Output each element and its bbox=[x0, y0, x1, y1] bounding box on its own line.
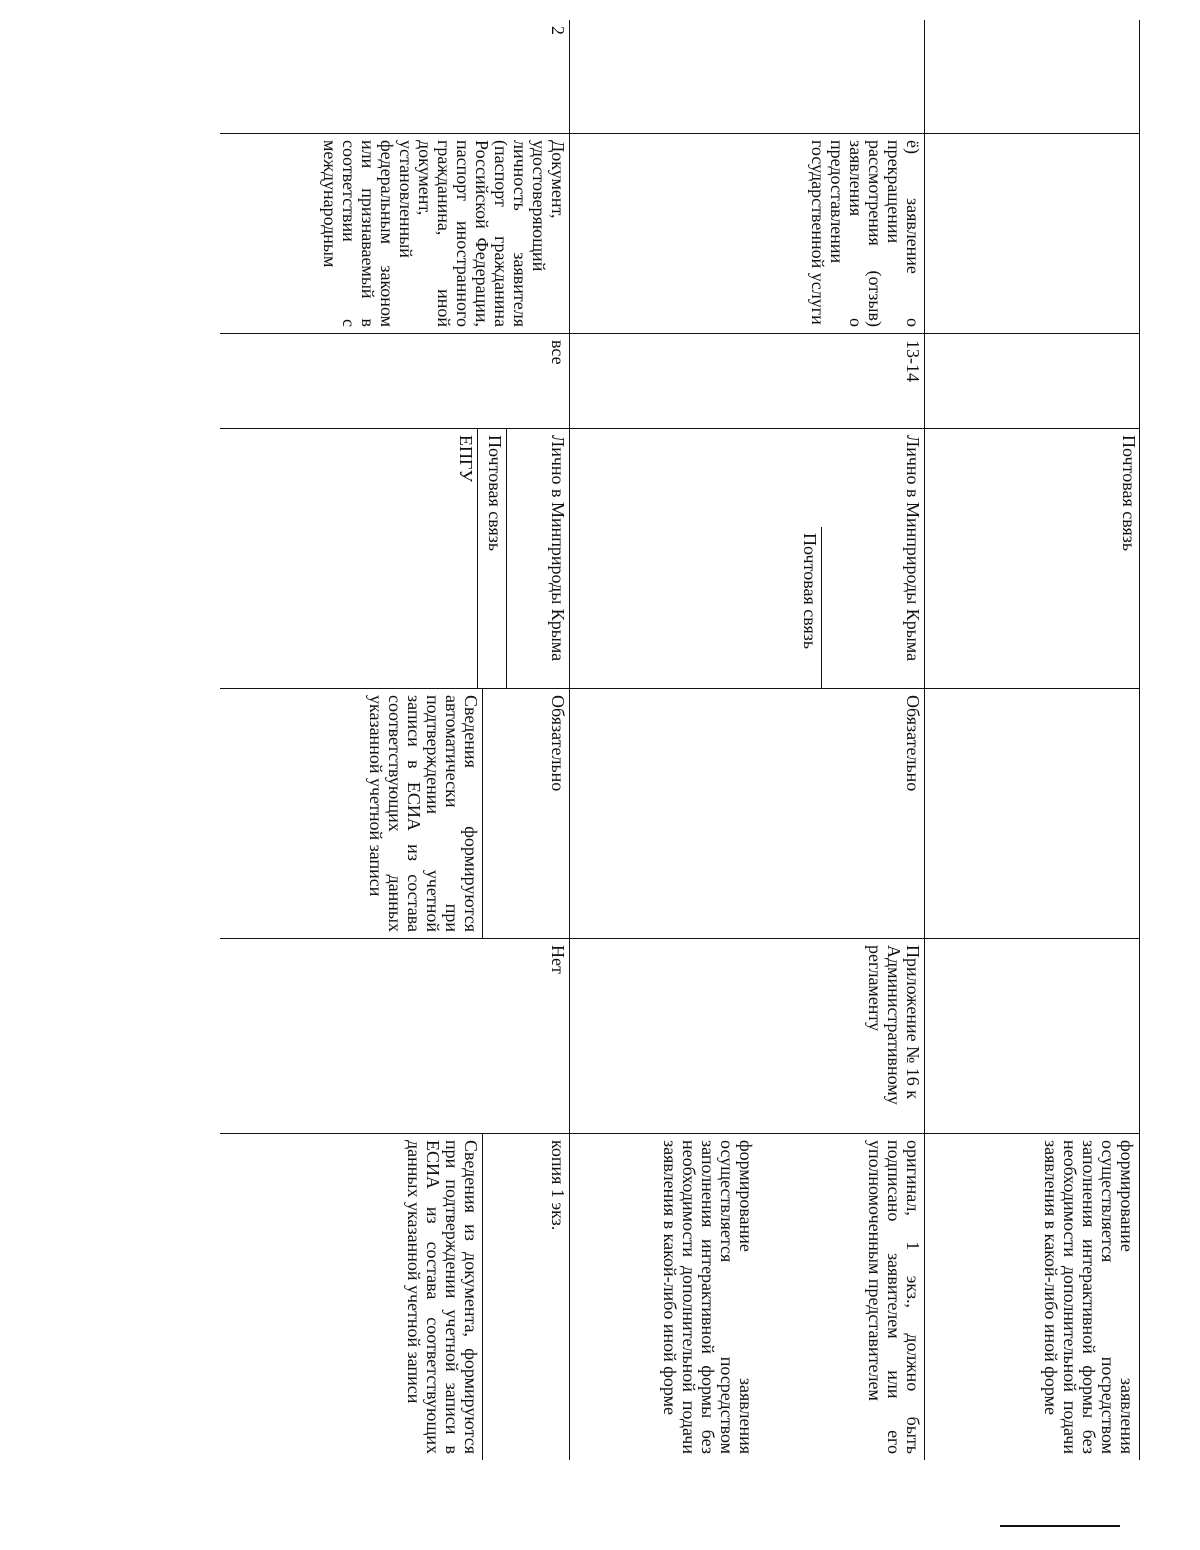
channel-in-person: Лично в Минприроды Крыма bbox=[548, 435, 568, 662]
cell-document-name bbox=[925, 133, 1140, 333]
cell-form bbox=[925, 938, 1140, 1133]
footnote-separator bbox=[1000, 1525, 1120, 1527]
cell-channel bbox=[220, 428, 569, 688]
cell-form bbox=[220, 938, 569, 1133]
required-note: Сведения формируются автоматически при подтверждении учетной записи в ЕСИА из состава соответствующих данных указанной учетной записи bbox=[364, 689, 483, 938]
cell-requirements bbox=[570, 1133, 924, 1460]
cell-channel bbox=[570, 428, 924, 688]
table-row bbox=[570, 20, 925, 1460]
cell-form bbox=[570, 938, 924, 1133]
table-row bbox=[220, 20, 570, 1460]
required-text: Обязательно bbox=[903, 695, 923, 792]
requirements-text-2: формирование заявления осуществляется посредством заполнения интерактивной формы без необходимости дополнительной подачи заявления в какой-либо иной форме bbox=[660, 1140, 756, 1454]
code-text: 13-14 bbox=[903, 340, 923, 382]
cell-code bbox=[925, 333, 1140, 428]
cell-requirements bbox=[220, 1133, 569, 1460]
requirements-text-2: Сведения из документа, формируются при подтверждении учетной записи в ЕСИА из состава соответствующих данных указанной учетной записи bbox=[402, 1134, 483, 1460]
rotated-table-page bbox=[220, 20, 1140, 1460]
channel-post: Почтовая связь bbox=[478, 429, 507, 688]
cell-required bbox=[220, 688, 569, 938]
required-text: Обязательно bbox=[548, 695, 568, 792]
requirements-text: формирование заявления осуществляется посредством заполнения интерактивной формы без необходимости дополнительной подачи заявления в какой-либо иной форме bbox=[1041, 1140, 1137, 1454]
channel-in-person: Лично в Минприроды Крыма bbox=[903, 435, 923, 662]
code-text: все bbox=[548, 340, 568, 365]
cell-number bbox=[570, 20, 924, 133]
row-number: 2 bbox=[548, 26, 568, 35]
cell-number bbox=[925, 20, 1140, 133]
cell-document-name bbox=[570, 133, 924, 333]
document-name-text: ё) заявление о прекращении рассмотрения (отзыв) заявления о предоставлении государственной услуги bbox=[808, 140, 923, 327]
requirements-text-1: копия 1 экз. bbox=[548, 1140, 568, 1231]
channel-portal: ЕПГУ bbox=[454, 429, 478, 688]
document-name-text: Документ, удостоверяющий личность заявителя (паспорт гражданина Российской Федерации, паспорт иностранного гражданина, иной документ, установленный федеральным законом или признаваемый в соответствии с международным bbox=[320, 140, 568, 327]
cell-channel bbox=[925, 428, 1140, 688]
cell-document-name bbox=[220, 133, 569, 333]
form-text: Нет bbox=[548, 945, 568, 974]
requirements-text-1: оригинал, 1 экз., должно быть подписано заявителем или его уполномоченным представителем bbox=[865, 1140, 923, 1454]
cell-code bbox=[220, 333, 569, 428]
channel-post: Почтовая связь bbox=[1119, 435, 1139, 552]
channel-post: Почтовая связь bbox=[570, 527, 822, 688]
cell-requirements bbox=[925, 1133, 1140, 1460]
form-text: Приложение № 16 к Административному регламенту bbox=[865, 945, 923, 1105]
cell-number bbox=[220, 20, 569, 133]
cell-required bbox=[925, 688, 1140, 938]
cell-required bbox=[570, 688, 924, 938]
cell-code bbox=[570, 333, 924, 428]
table-row bbox=[925, 20, 1140, 1460]
